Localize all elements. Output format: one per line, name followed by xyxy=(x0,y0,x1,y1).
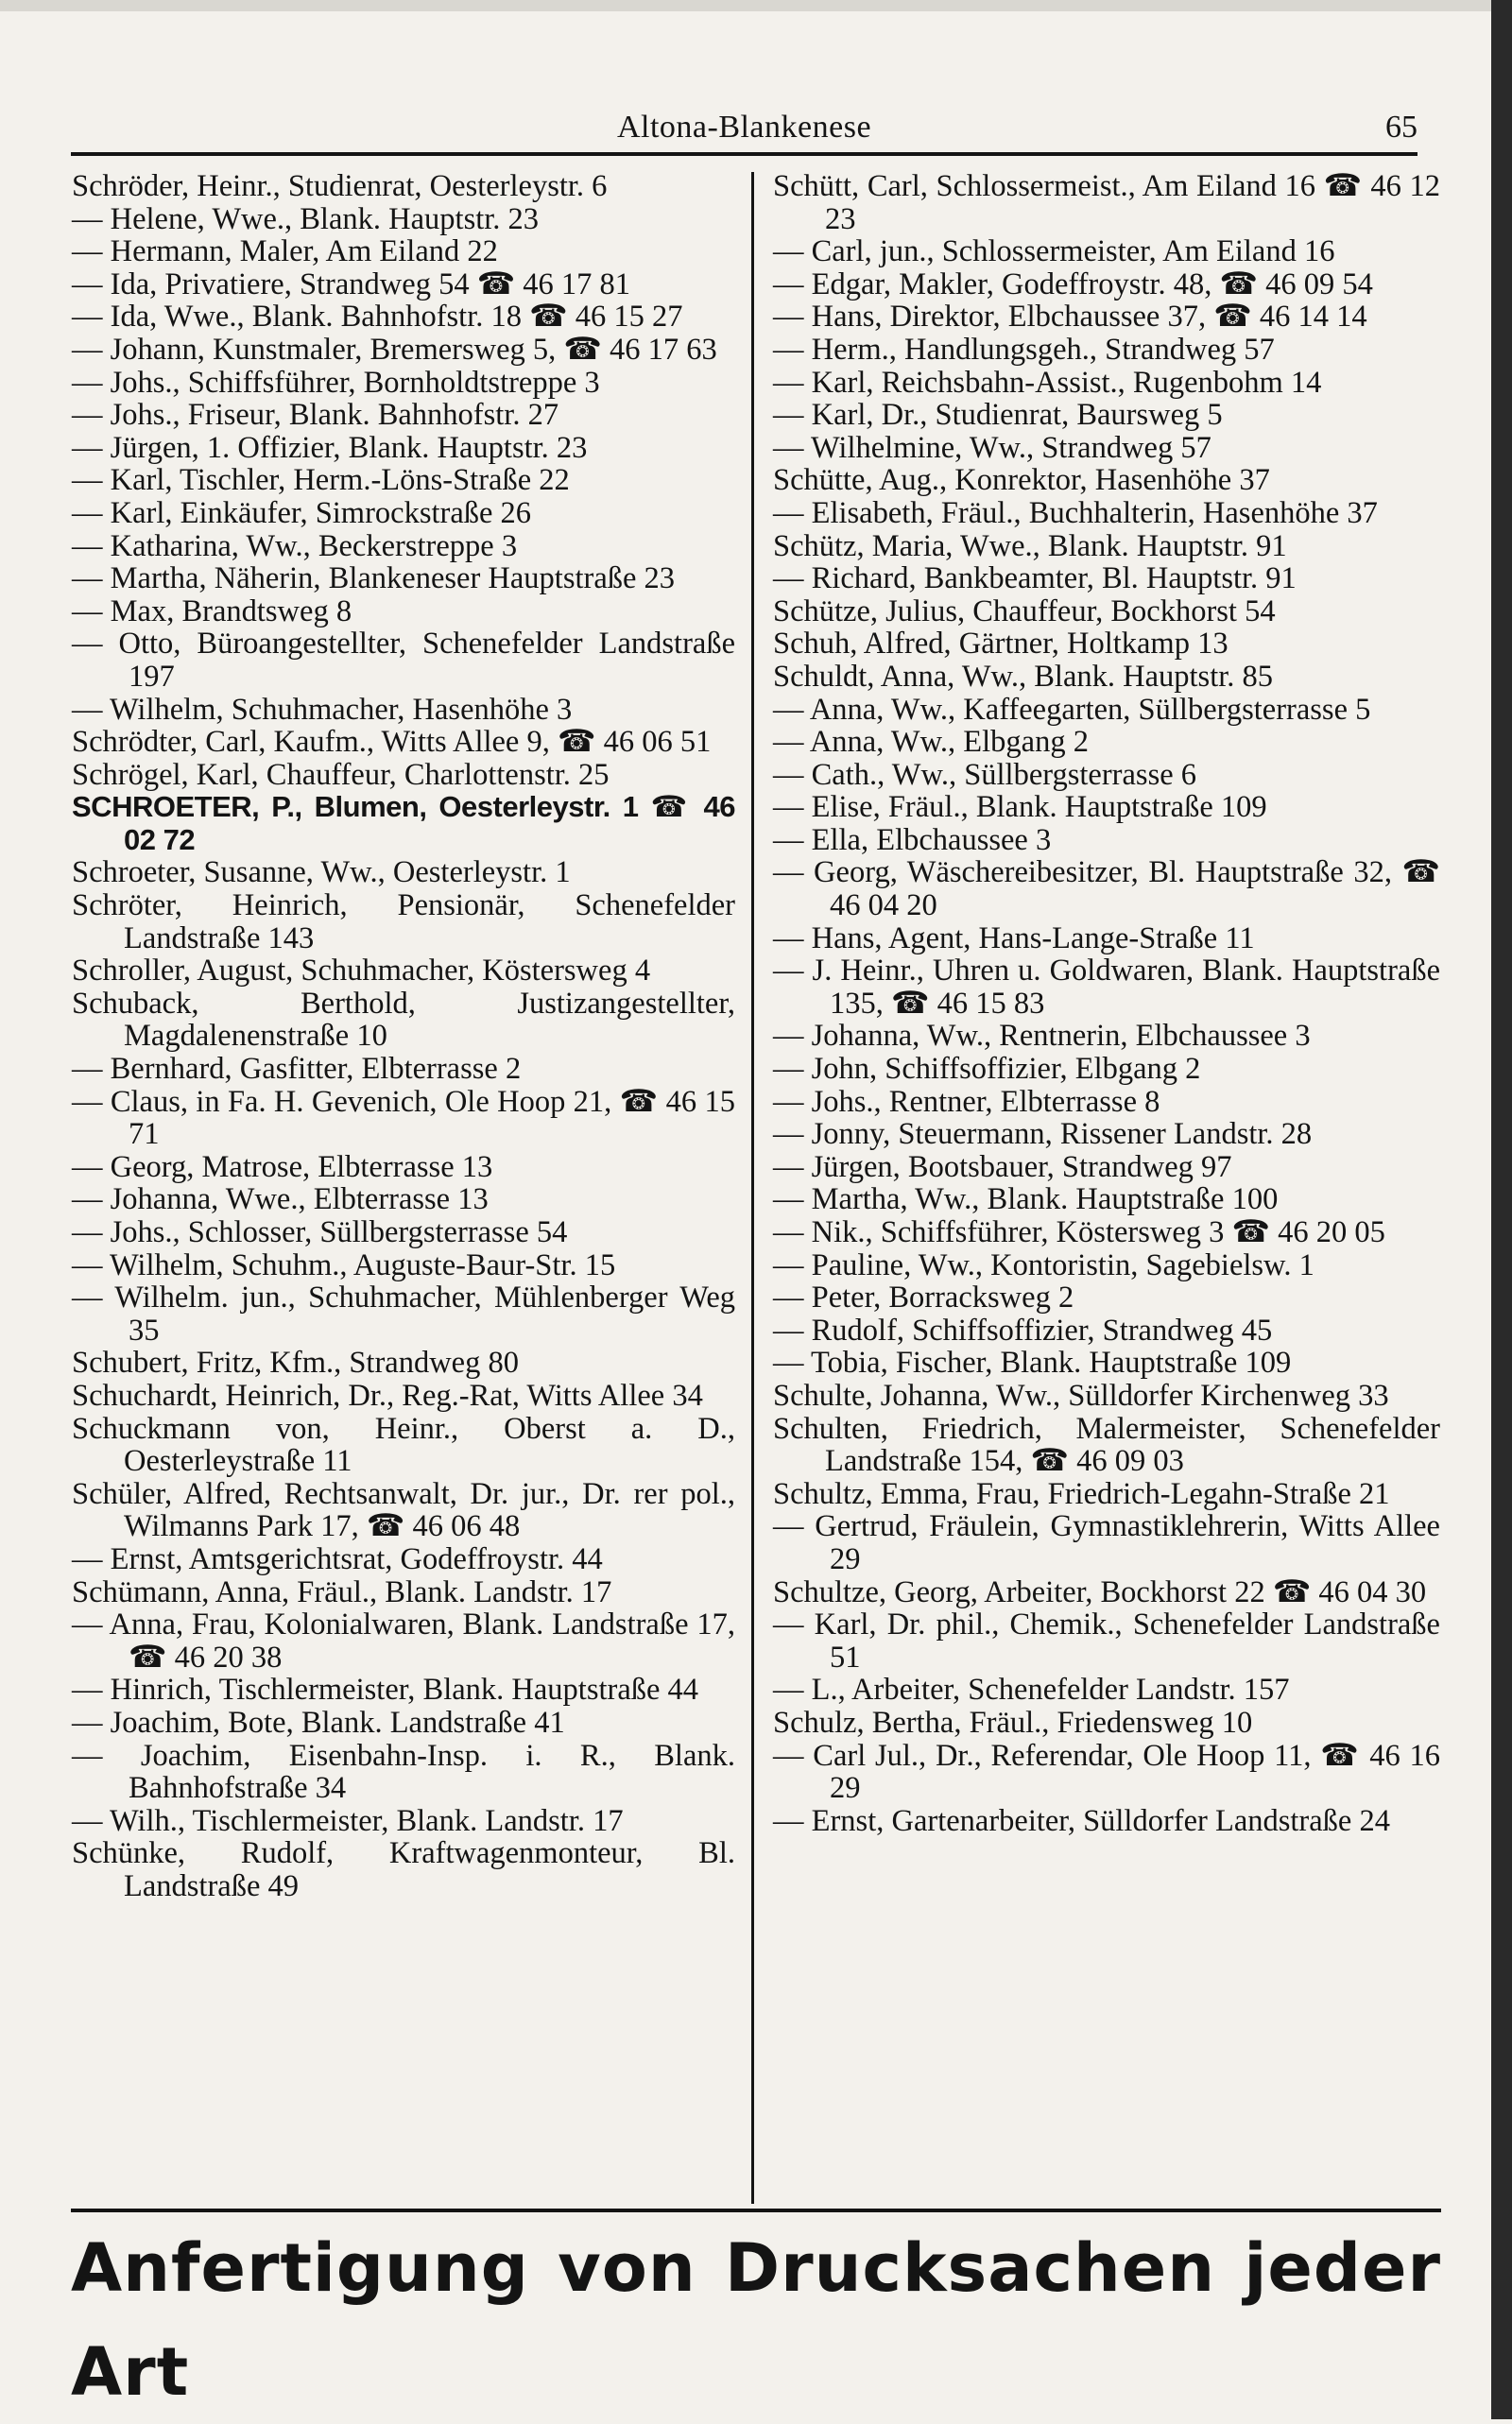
directory-entry: Schüler, Alfred, Rechtsanwalt, Dr. jur., Dr. rer pol., Wilmanns Park 17, ☎ 46 06 48 xyxy=(72,1476,735,1544)
directory-entry: Schrödter, Carl, Kaufm., Witts Allee 9, ☎ 46 06 51 xyxy=(72,725,712,760)
directory-entry: — Rudolf, Schiffsoffizier, Strandweg 45 xyxy=(773,1313,1273,1348)
directory-entry: Schröter, Heinrich, Pensionär, Schenefelder Landstraße 143 xyxy=(72,888,735,955)
directory-entry: — Karl, Einkäufer, Simrockstraße 26 xyxy=(72,495,532,530)
directory-entry: — Nik., Schiffsführer, Köstersweg 3 ☎ 46 20 05 xyxy=(773,1215,1385,1249)
directory-entry: — Georg, Wäschereibesitzer, Bl. Hauptstraße 32, ☎ 46 04 20 xyxy=(773,855,1440,923)
directory-entry: — Hans, Direktor, Elbchaussee 37, ☎ 46 14 14 xyxy=(773,300,1367,335)
directory-entry: — Pauline, Ww., Kontoristin, Sagebielsw. 1 xyxy=(773,1247,1314,1282)
directory-entry: — Georg, Matrose, Elbterrasse 13 xyxy=(72,1149,493,1184)
right-column xyxy=(773,170,1440,1837)
directory-entry: Schümann, Anna, Fräul., Blank. Landstr. 17 xyxy=(72,1574,612,1609)
directory-entry: — Tobia, Fischer, Blank. Hauptstraße 109 xyxy=(773,1346,1292,1381)
directory-entry: — Bernhard, Gasfitter, Elbterrasse 2 xyxy=(72,1052,522,1087)
directory-entry: — Wilh., Tischlermeister, Blank. Landstr. 17 xyxy=(72,1803,624,1838)
directory-entry: — Claus, in Fa. H. Gevenich, Ole Hoop 21, ☎ 46 15 71 xyxy=(72,1084,735,1152)
directory-entry: — Jürgen, Bootsbauer, Strandweg 97 xyxy=(773,1149,1232,1184)
directory-entry: — Johs., Schiffsführer, Bornholdtstreppe 3 xyxy=(72,365,600,400)
directory-entry: — Jürgen, 1. Offizier, Blank. Hauptstr. 23 xyxy=(72,430,588,465)
left-column xyxy=(72,170,735,1902)
directory-entry: — Jonny, Steuermann, Rissener Landstr. 28 xyxy=(773,1117,1313,1152)
directory-entry: — Gertrud, Fräulein, Gymnastiklehrerin, Witts Allee 29 xyxy=(773,1509,1440,1576)
directory-entry: — Karl, Reichsbahn-Assist., Rugenbohm 14 xyxy=(773,365,1322,400)
directory-entry: — Anna, Ww., Kaffeegarten, Süllbergsterrasse 5 xyxy=(773,692,1371,727)
directory-entry: — Edgar, Makler, Godeffroystr. 48, ☎ 46 09 54 xyxy=(773,266,1373,301)
directory-entry: — Max, Brandtsweg 8 xyxy=(72,593,352,628)
directory-entry: Schütte, Aug., Konrektor, Hasenhöhe 37 xyxy=(773,463,1270,498)
directory-entry: — Cath., Ww., Süllbergsterrasse 6 xyxy=(773,757,1197,792)
directory-entry: — Johanna, Wwe., Elbterrasse 13 xyxy=(72,1182,489,1217)
page-number: 65 xyxy=(1385,110,1418,145)
directory-entry: — Otto, Büroangestellter, Schenefelder Landstraße 197 xyxy=(72,627,735,694)
directory-entry: — Peter, Borracksweg 2 xyxy=(773,1281,1074,1315)
directory-entry: Schuh, Alfred, Gärtner, Holtkamp 13 xyxy=(773,627,1228,662)
directory-entry: Schuback, Berthold, Justizangestellter, Magdalenenstraße 10 xyxy=(72,986,735,1054)
directory-entry: — Carl, jun., Schlossermeister, Am Eiland 16 xyxy=(773,234,1335,269)
directory-entry: Schünke, Rudolf, Kraftwagenmonteur, Bl. Landstraße 49 xyxy=(72,1836,735,1903)
directory-entry: Schröder, Heinr., Studienrat, Oesterleystr. 6 xyxy=(72,169,608,203)
directory-entry: — Wilhelm, Schuhm., Auguste-Baur-Str. 15 xyxy=(72,1247,616,1282)
column-divider xyxy=(751,172,754,2204)
directory-entry: — Karl, Dr., Studienrat, Baursweg 5 xyxy=(773,398,1223,433)
scan-right-edge xyxy=(1491,0,1512,2419)
directory-entry: — Wilhelm, Schuhmacher, Hasenhöhe 3 xyxy=(72,692,573,727)
page-title: Altona-Blankenese xyxy=(616,110,872,145)
directory-entry: — Joachim, Eisenbahn-Insp. i. R., Blank. Bahnhofstraße 34 xyxy=(72,1738,735,1806)
directory-entry: — Helene, Wwe., Blank. Hauptstr. 23 xyxy=(72,201,540,236)
directory-entry: — Joachim, Bote, Blank. Landstraße 41 xyxy=(72,1705,565,1740)
directory-entry: — Richard, Bankbeamter, Bl. Hauptstr. 91 xyxy=(773,561,1297,596)
directory-entry: — Hinrich, Tischlermeister, Blank. Hauptstraße 44 xyxy=(72,1673,699,1708)
directory-entry: — Carl Jul., Dr., Referendar, Ole Hoop 11, ☎ 46 16 29 xyxy=(773,1738,1440,1806)
directory-entry: — Karl, Tischler, Herm.-Löns-Straße 22 xyxy=(72,463,570,498)
directory-entry: — Ernst, Amtsgerichtsrat, Godeffroystr. 44 xyxy=(72,1541,603,1576)
directory-entry: Schultze, Georg, Arbeiter, Bockhorst 22 ☎ 46 04 30 xyxy=(773,1574,1427,1609)
directory-entry: — Elisabeth, Fräul., Buchhalterin, Hasenhöhe 37 xyxy=(773,495,1378,530)
page-header xyxy=(71,104,1418,151)
directory-entry: — Elise, Fräul., Blank. Hauptstraße 109 xyxy=(773,790,1267,825)
directory-entry: — J. Heinr., Uhren u. Goldwaren, Blank. Hauptstraße 135, ☎ 46 15 83 xyxy=(773,954,1440,1021)
directory-entry: — Wilhelm. jun., Schuhmacher, Mühlenberger Weg 35 xyxy=(72,1281,735,1348)
scan-top-edge xyxy=(0,0,1512,11)
directory-entry: Schulte, Johanna, Ww., Sülldorfer Kirchenweg 33 xyxy=(773,1378,1389,1413)
directory-entry: Schuldt, Anna, Ww., Blank. Hauptstr. 85 xyxy=(773,659,1273,694)
directory-entry: Schulten, Friedrich, Malermeister, Schenefelder Landstraße 154, ☎ 46 09 03 xyxy=(773,1411,1440,1479)
directory-entry: Schroeter, Susanne, Ww., Oesterleystr. 1 xyxy=(72,855,571,890)
directory-entry: — Ella, Elbchaussee 3 xyxy=(773,822,1052,857)
directory-entry: — Katharina, Ww., Beckerstreppe 3 xyxy=(72,528,518,563)
directory-entry: — Hans, Agent, Hans-Lange-Straße 11 xyxy=(773,920,1255,955)
directory-entry: Schuchardt, Heinrich, Dr., Reg.-Rat, Witts Allee 34 xyxy=(72,1378,703,1413)
directory-entry: — Herm., Handlungsgeh., Strandweg 57 xyxy=(773,332,1275,367)
advertisement-banner: Anfertigung von Drucksachen jeder Art xyxy=(71,2229,1441,2411)
directory-entry: Schulz, Bertha, Fräul., Friedensweg 10 xyxy=(773,1705,1253,1740)
directory-entry: — Martha, Näherin, Blankeneser Hauptstraße 23 xyxy=(72,561,676,596)
directory-entry: — Johanna, Ww., Rentnerin, Elbchaussee 3 xyxy=(773,1019,1311,1054)
directory-entry: — Anna, Ww., Elbgang 2 xyxy=(773,725,1089,760)
directory-entry: — Johs., Schlosser, Süllbergsterrasse 54 xyxy=(72,1215,568,1249)
directory-entry: — Johann, Kunstmaler, Bremersweg 5, ☎ 46 17 63 xyxy=(72,332,717,367)
directory-entry: — Ida, Wwe., Blank. Bahnhofstr. 18 ☎ 46 15 27 xyxy=(72,300,683,335)
directory-entry: — Martha, Ww., Blank. Hauptstraße 100 xyxy=(773,1182,1279,1217)
header-rule xyxy=(71,152,1418,156)
directory-entry: Schütt, Carl, Schlossermeist., Am Eiland 16 ☎ 46 12 23 xyxy=(773,169,1440,236)
directory-entry: Schütze, Julius, Chauffeur, Bockhorst 54 xyxy=(773,593,1276,628)
directory-entry: — Hermann, Maler, Am Eiland 22 xyxy=(72,234,498,269)
directory-entry: — Karl, Dr. phil., Chemik., Schenefelder Landstraße 51 xyxy=(773,1607,1440,1675)
directory-entry: — John, Schiffsoffizier, Elbgang 2 xyxy=(773,1052,1201,1087)
directory-entry: Schrögel, Karl, Chauffeur, Charlottenstr. 25 xyxy=(72,757,610,792)
directory-entry: — Wilhelmine, Ww., Strandweg 57 xyxy=(773,430,1211,465)
bottom-rule xyxy=(71,2209,1441,2212)
directory-entry: — L., Arbeiter, Schenefelder Landstr. 157 xyxy=(773,1673,1290,1708)
directory-entry: Schuckmann von, Heinr., Oberst a. D., Oesterleystraße 11 xyxy=(72,1411,735,1479)
directory-entry: — Johs., Friseur, Blank. Bahnhofstr. 27 xyxy=(72,398,559,433)
directory-entry: — Anna, Frau, Kolonialwaren, Blank. Landstraße 17, ☎ 46 20 38 xyxy=(72,1607,735,1675)
directory-entry: Schultz, Emma, Frau, Friedrich-Legahn-Straße 21 xyxy=(773,1476,1390,1511)
directory-entry: Schroller, August, Schuhmacher, Köstersweg 4 xyxy=(72,954,651,989)
directory-entry: Schütz, Maria, Wwe., Blank. Hauptstr. 91 xyxy=(773,528,1287,563)
directory-entry: — Ernst, Gartenarbeiter, Sülldorfer Landstraße 24 xyxy=(773,1803,1390,1838)
directory-entry: — Johs., Rentner, Elbterrasse 8 xyxy=(773,1084,1160,1119)
directory-entry: Schubert, Fritz, Kfm., Strandweg 80 xyxy=(72,1346,519,1381)
directory-entry: SCHROETER, P., Blumen, Oesterleystr. 1 ☎ 46 02 72 xyxy=(72,790,735,856)
directory-entry: — Ida, Privatiere, Strandweg 54 ☎ 46 17 81 xyxy=(72,266,631,301)
